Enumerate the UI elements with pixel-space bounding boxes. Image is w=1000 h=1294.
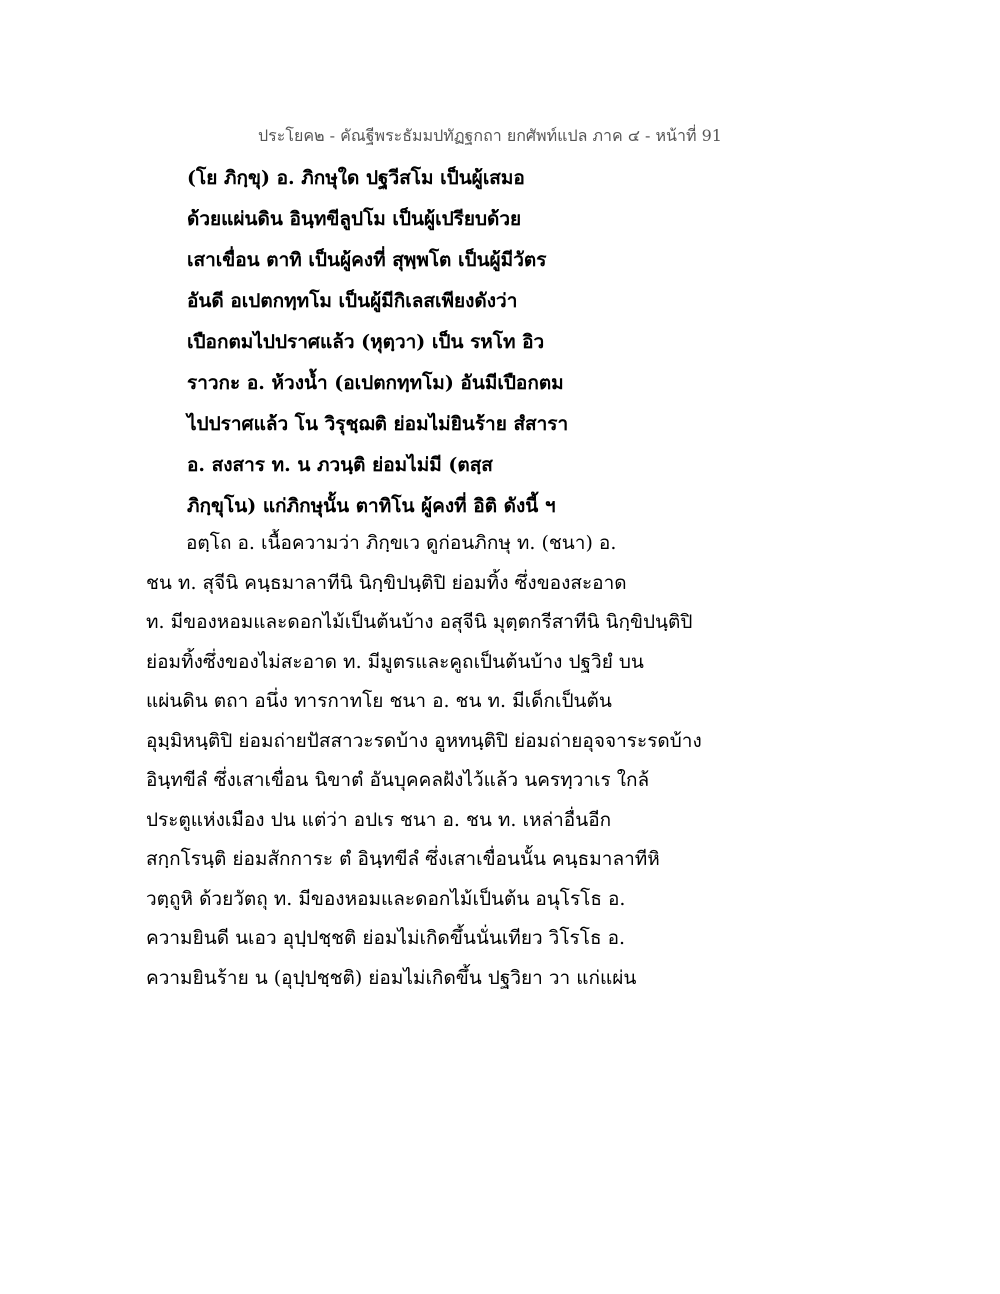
paragraph-line: ความยินดี นเอว อุปฺปชฺชติ ย่อมไม่เกิดขึ้นนั่นเทียว วิโรโธ อ. — [146, 927, 626, 949]
verse-line: ด้วยแผ่นดิน อินฺทขีลูปโม เป็นผู้เปรียบด้วย — [187, 208, 522, 230]
verse-line: อ. สงสาร ท. น ภวนฺติ ย่อมไม่มี (ตสฺส — [187, 454, 493, 476]
paragraph-line: อินฺทขีลํ ซึ่งเสาเขื่อน นิขาตํ อันบุคคลฝังไว้แล้ว นครทฺวาเร ใกล้ — [146, 769, 650, 791]
paragraph-line: ความยินร้าย น (อุปฺปชฺชติ) ย่อมไม่เกิดขึ้น ปฐวิยา วา แก่แผ่น — [146, 966, 637, 989]
verse-line: อันดี อเปตกทฺทโม เป็นผู้มีกิเลสเพียงดังว่า — [187, 290, 518, 312]
paragraph-line: ย่อมทิ้งซึ่งของไม่สะอาด ท. มีมูตรและคูถเป็นต้นบ้าง ปฐวิยํ บน — [146, 650, 644, 673]
paragraph-line: สกฺกโรนฺติ ย่อมสักการะ ตํ อินฺทขีลํ ซึ่งเสาเขื่อนนั้น คนฺธมาลาทีหิ — [146, 848, 660, 870]
verse-line: เสาเขื่อน ตาทิ เป็นผู้คงที่ สุพฺพโต เป็นผู้มีวัตร — [187, 249, 547, 271]
paragraph-line: อตฺโถ อ. เนื้อความว่า ภิกฺขเว ดูก่อนภิกษุ ท. (ชนา) อ. — [186, 532, 617, 554]
paragraph-line: ชน ท. สุจีนิ คนฺธมาลาทีนิ นิกฺขิปนฺติปิ ย่อมทิ้ง ซึ่งของสะอาด — [146, 571, 627, 594]
verse-line: ภิกฺขุโน) แก่ภิกษุนั้น ตาทิโน ผู้คงที่ อิติ ดังนี้ ฯ — [187, 495, 556, 517]
paragraph-line: ท. มีของหอมและดอกไม้เป็นต้นบ้าง อสุจีนิ มุตฺตกรีสาทีนิ นิกฺขิปนฺติปิ — [146, 611, 693, 633]
verse-line: ไปปราศแล้ว โน วิรุชฺฌติ ย่อมไม่ยินร้าย สํสารา — [187, 413, 569, 435]
verse-line: (โย ภิกฺขุ) อ. ภิกษุใด ปฐวีสโม เป็นผู้เสมอ — [187, 167, 525, 189]
commentary-paragraph — [146, 524, 746, 998]
paragraph-line: แผ่นดิน ตถา อนึ่ง ทารกาทโย ชนา อ. ชน ท. มีเด็กเป็นต้น — [146, 690, 612, 712]
paragraph-line: วตฺถูหิ ด้วยวัตถุ ท. มีของหอมและดอกไม้เป็นต้น อนุโรโธ อ. — [146, 887, 626, 910]
page-header: ประโยค๒ - คัณฐีพระธัมมปทัฏฐกถา ยกศัพท์แปล ภาค ๔ - หน้าที่ 91 — [258, 126, 722, 145]
verse-line: ราวกะ อ. ห้วงน้ำ (อเปตกทฺทโม) อันมีเปือกตม — [187, 372, 564, 394]
paragraph-line: ประตูแห่งเมือง ปน แต่ว่า อปเร ชนา อ. ชน ท. เหล่าอื่นอีก — [146, 808, 612, 831]
verse-block — [187, 158, 787, 527]
paragraph-line: อุมฺมิหนฺติปิ ย่อมถ่ายปัสสาวะรดบ้าง อูหทนฺติปิ ย่อมถ่ายอุจจาระรดบ้าง — [146, 729, 702, 752]
verse-line: เปือกตมไปปราศแล้ว (หุตฺวา) เป็น รหโท อิว — [187, 331, 545, 353]
